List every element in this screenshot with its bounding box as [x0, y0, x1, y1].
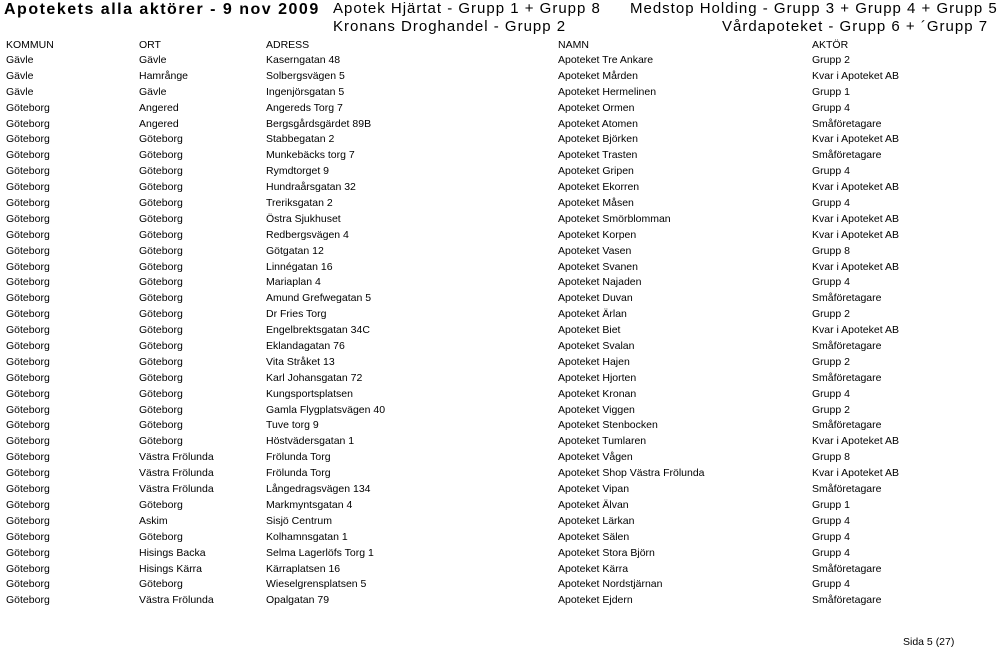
table-row: [0, 164, 960, 180]
cell-kommun: Göteborg: [6, 546, 50, 559]
cell-namn: Apoteket Stora Björn: [558, 546, 655, 559]
cell-adress: Wieselgrensplatsen 5: [266, 578, 367, 591]
table-row: [0, 387, 960, 403]
cell-ort: Gävle: [139, 85, 167, 98]
cell-kommun: Göteborg: [6, 403, 50, 416]
cell-ort: Hisings Backa: [139, 546, 206, 559]
cell-namn: Apoteket Shop Västra Frölunda: [558, 467, 705, 480]
cell-namn: Apoteket Duvan: [558, 292, 633, 305]
cell-namn: Apoteket Gripen: [558, 165, 634, 178]
cell-kommun: Göteborg: [6, 260, 50, 273]
table-row: [0, 148, 960, 164]
table-row: [0, 69, 960, 85]
chain-legend-hjartat: Apotek Hjärtat - Grupp 1 + Grupp 8: [333, 0, 601, 17]
table-row: [0, 260, 960, 276]
cell-adress: Markmyntsgatan 4: [266, 498, 353, 511]
cell-ort: Göteborg: [139, 197, 183, 210]
cell-aktor: Kvar i Apoteket AB: [812, 212, 899, 225]
cell-aktor: Grupp 4: [812, 530, 850, 543]
cell-adress: Opalgatan 79: [266, 594, 330, 607]
cell-kommun: Göteborg: [6, 514, 50, 527]
cell-kommun: Gävle: [6, 69, 34, 82]
cell-adress: Amund Grefwegatan 5: [266, 292, 372, 305]
cell-aktor: Kvar i Apoteket AB: [812, 228, 899, 241]
table-row: [0, 228, 960, 244]
cell-aktor: Grupp 4: [812, 514, 850, 527]
cell-kommun: Göteborg: [6, 117, 50, 130]
cell-kommun: Göteborg: [6, 197, 50, 210]
cell-namn: Apoteket Atomen: [558, 117, 638, 130]
cell-namn: Apoteket Kronan: [558, 387, 637, 400]
cell-kommun: Göteborg: [6, 355, 50, 368]
cell-aktor: Grupp 4: [812, 578, 850, 591]
cell-kommun: Göteborg: [6, 578, 50, 591]
cell-adress: Frölunda Torg: [266, 451, 331, 464]
cell-adress: Selma Lagerlöfs Torg 1: [266, 546, 374, 559]
cell-aktor: Kvar i Apoteket AB: [812, 133, 899, 146]
table-row: [0, 466, 960, 482]
cell-namn: Apoteket Björken: [558, 133, 638, 146]
column-header-namn: NAMN: [558, 39, 589, 51]
cell-kommun: Göteborg: [6, 292, 50, 305]
cell-namn: Apoteket Hermelinen: [558, 85, 657, 98]
cell-aktor: Småföretagare: [812, 340, 882, 353]
cell-namn: Apoteket Ormen: [558, 101, 635, 114]
column-header-aktor: AKTÖR: [812, 39, 849, 51]
cell-namn: Apoteket Mården: [558, 69, 638, 82]
chain-legend-kronans: Kronans Droghandel - Grupp 2: [333, 18, 567, 35]
cell-adress: Engelbrektsgatan 34C: [266, 324, 370, 337]
cell-ort: Göteborg: [139, 212, 183, 225]
cell-kommun: Göteborg: [6, 340, 50, 353]
cell-aktor: Grupp 4: [812, 101, 850, 114]
table-row: [0, 371, 960, 387]
cell-kommun: Göteborg: [6, 483, 50, 496]
cell-kommun: Göteborg: [6, 594, 50, 607]
cell-ort: Göteborg: [139, 498, 183, 511]
cell-kommun: Göteborg: [6, 419, 50, 432]
cell-adress: Götgatan 12: [266, 244, 324, 257]
table-row: [0, 450, 960, 466]
cell-namn: Apoteket Tre Ankare: [558, 54, 654, 66]
cell-aktor: Småföretagare: [812, 483, 882, 496]
cell-ort: Göteborg: [139, 340, 183, 353]
cell-ort: Göteborg: [139, 260, 183, 273]
cell-ort: Göteborg: [139, 133, 183, 146]
table-row: [0, 180, 960, 196]
cell-aktor: Grupp 8: [812, 451, 850, 464]
cell-kommun: Göteborg: [6, 387, 50, 400]
cell-ort: Göteborg: [139, 419, 183, 432]
cell-kommun: Göteborg: [6, 562, 50, 575]
cell-kommun: Göteborg: [6, 435, 50, 448]
cell-adress: Östra Sjukhuset: [266, 212, 341, 225]
cell-ort: Göteborg: [139, 276, 183, 289]
column-header-ort: ORT: [139, 39, 161, 51]
table-row: [0, 212, 960, 228]
cell-aktor: Kvar i Apoteket AB: [812, 467, 899, 480]
table-row: [0, 275, 960, 291]
cell-ort: Göteborg: [139, 149, 183, 162]
cell-adress: Redbergsvägen 4: [266, 228, 349, 241]
cell-aktor: Grupp 2: [812, 355, 850, 368]
cell-namn: Apoteket Vasen: [558, 244, 632, 257]
cell-aktor: Kvar i Apoteket AB: [812, 181, 899, 194]
cell-adress: Mariaplan 4: [266, 276, 321, 289]
cell-aktor: Kvar i Apoteket AB: [812, 260, 899, 273]
cell-adress: Stabbegatan 2: [266, 133, 335, 146]
cell-namn: Apoteket Ejdern: [558, 594, 633, 607]
cell-aktor: Grupp 4: [812, 197, 850, 210]
cell-namn: Apoteket Svanen: [558, 260, 638, 273]
table-row: [0, 307, 960, 323]
cell-kommun: Göteborg: [6, 165, 50, 178]
cell-aktor: Grupp 4: [812, 276, 850, 289]
cell-namn: Apoteket Najaden: [558, 276, 642, 289]
cell-ort: Hamrånge: [139, 69, 189, 82]
cell-adress: Gamla Flygplatsvägen 40: [266, 403, 386, 416]
cell-namn: Apoteket Tumlaren: [558, 435, 647, 448]
chain-legend-medstop: Medstop Holding - Grupp 3 + Grupp 4 + Grupp 5: [630, 0, 998, 17]
cell-ort: Askim: [139, 514, 168, 527]
cell-namn: Apoteket Hajen: [558, 355, 630, 368]
cell-kommun: Göteborg: [6, 149, 50, 162]
cell-aktor: Småföretagare: [812, 562, 882, 575]
cell-kommun: Göteborg: [6, 101, 50, 114]
cell-adress: Kärraplatsen 16: [266, 562, 341, 575]
cell-aktor: Kvar i Apoteket AB: [812, 435, 899, 448]
page-number: Sida 5 (27): [903, 636, 955, 648]
cell-aktor: Småföretagare: [812, 594, 882, 607]
table-row: [0, 196, 960, 212]
cell-kommun: Göteborg: [6, 228, 50, 241]
cell-aktor: Kvar i Apoteket AB: [812, 69, 899, 82]
cell-ort: Hisings Kärra: [139, 562, 203, 575]
cell-ort: Göteborg: [139, 308, 183, 321]
cell-aktor: Grupp 4: [812, 387, 850, 400]
cell-kommun: Göteborg: [6, 498, 50, 511]
cell-kommun: Göteborg: [6, 244, 50, 257]
cell-adress: Vita Stråket 13: [266, 355, 335, 368]
cell-namn: Apoteket Korpen: [558, 228, 637, 241]
cell-adress: Treriksgatan 2: [266, 197, 333, 210]
cell-adress: Linnégatan 16: [266, 260, 333, 273]
column-header-kommun: KOMMUN: [6, 39, 54, 51]
cell-adress: Långedragsvägen 134: [266, 483, 371, 496]
cell-kommun: Göteborg: [6, 212, 50, 225]
cell-adress: Kungsportsplatsen: [266, 387, 353, 400]
cell-ort: Västra Frölunda: [139, 467, 214, 480]
cell-adress: Kolhamnsgatan 1: [266, 530, 348, 543]
cell-aktor: Grupp 4: [812, 546, 850, 559]
cell-ort: Göteborg: [139, 387, 183, 400]
chain-legend-vardapoteket: Vårdapoteket - Grupp 6 + ´Grupp 7: [722, 18, 989, 35]
cell-aktor: Grupp 2: [812, 54, 850, 66]
cell-namn: Apoteket Svalan: [558, 340, 635, 353]
cell-adress: Ingenjörsgatan 5: [266, 85, 345, 98]
cell-ort: Göteborg: [139, 371, 183, 384]
cell-namn: Apoteket Smörblomman: [558, 212, 671, 225]
cell-adress: Frölunda Torg: [266, 467, 331, 480]
cell-adress: Solbergsvägen 5: [266, 69, 345, 82]
cell-aktor: Småföretagare: [812, 292, 882, 305]
cell-ort: Göteborg: [139, 435, 183, 448]
cell-namn: Apoteket Lärkan: [558, 514, 635, 527]
cell-kommun: Göteborg: [6, 324, 50, 337]
cell-kommun: Göteborg: [6, 276, 50, 289]
cell-ort: Göteborg: [139, 578, 183, 591]
table-row: [0, 418, 960, 434]
cell-ort: Göteborg: [139, 181, 183, 194]
cell-kommun: Göteborg: [6, 133, 50, 146]
table-row: [0, 117, 960, 133]
cell-kommun: Göteborg: [6, 181, 50, 194]
cell-namn: Apoteket Nordstjärnan: [558, 578, 663, 591]
table-row: [0, 244, 960, 260]
table-row: [0, 132, 960, 148]
cell-ort: Göteborg: [139, 244, 183, 257]
cell-namn: Apoteket Biet: [558, 324, 621, 337]
pharmacy-table: [0, 53, 960, 609]
cell-adress: Karl Johansgatan 72: [266, 371, 363, 384]
table-row: [0, 593, 960, 609]
cell-ort: Västra Frölunda: [139, 451, 214, 464]
table-row: [0, 291, 960, 307]
table-row: [0, 562, 960, 578]
cell-ort: Göteborg: [139, 228, 183, 241]
cell-namn: Apoteket Ekorren: [558, 181, 640, 194]
cell-aktor: Grupp 1: [812, 85, 850, 98]
table-row: [0, 498, 960, 514]
cell-kommun: Göteborg: [6, 530, 50, 543]
cell-namn: Apoteket Kärra: [558, 562, 629, 575]
table-row: [0, 339, 960, 355]
cell-namn: Apoteket Trasten: [558, 149, 638, 162]
cell-namn: Apoteket Sälen: [558, 530, 630, 543]
cell-aktor: Grupp 8: [812, 244, 850, 257]
cell-adress: Rymdtorget 9: [266, 165, 330, 178]
table-row: [0, 53, 960, 69]
cell-kommun: Gävle: [6, 54, 34, 66]
cell-aktor: Småföretagare: [812, 117, 882, 130]
cell-adress: Angereds Torg 7: [266, 101, 343, 114]
cell-adress: Eklandagatan 76: [266, 340, 345, 353]
cell-namn: Apoteket Stenbocken: [558, 419, 658, 432]
cell-adress: Hundraårsgatan 32: [266, 181, 356, 194]
cell-ort: Angered: [139, 117, 179, 130]
cell-ort: Göteborg: [139, 292, 183, 305]
table-row: [0, 482, 960, 498]
cell-ort: Göteborg: [139, 403, 183, 416]
column-header-adress: ADRESS: [266, 39, 310, 51]
cell-aktor: Småföretagare: [812, 371, 882, 384]
cell-adress: Dr Fries Torg: [266, 308, 327, 321]
cell-aktor: Grupp 2: [812, 403, 850, 416]
table-row: [0, 85, 960, 101]
cell-adress: Sisjö Centrum: [266, 514, 332, 527]
cell-ort: Göteborg: [139, 324, 183, 337]
cell-kommun: Göteborg: [6, 467, 50, 480]
cell-adress: Kaserngatan 48: [266, 54, 341, 66]
table-row: [0, 546, 960, 562]
page-title: Apotekets alla aktörer - 9 nov 2009: [4, 1, 320, 18]
table-row: [0, 323, 960, 339]
cell-namn: Apoteket Måsen: [558, 197, 634, 210]
cell-adress: Munkebäcks torg 7: [266, 149, 355, 162]
cell-ort: Göteborg: [139, 530, 183, 543]
table-row: [0, 514, 960, 530]
cell-ort: Västra Frölunda: [139, 594, 214, 607]
cell-namn: Apoteket Älvan: [558, 498, 629, 511]
cell-ort: Gävle: [139, 54, 167, 66]
cell-namn: Apoteket Hjorten: [558, 371, 637, 384]
cell-namn: Apoteket Viggen: [558, 403, 635, 416]
cell-aktor: Grupp 1: [812, 498, 850, 511]
cell-ort: Göteborg: [139, 355, 183, 368]
cell-aktor: Småföretagare: [812, 419, 882, 432]
table-row: [0, 355, 960, 371]
cell-ort: Angered: [139, 101, 179, 114]
cell-kommun: Göteborg: [6, 371, 50, 384]
cell-namn: Apoteket Vipan: [558, 483, 630, 496]
table-row: [0, 434, 960, 450]
cell-kommun: Göteborg: [6, 308, 50, 321]
table-row: [0, 101, 960, 117]
cell-namn: Apoteket Vågen: [558, 451, 633, 464]
cell-aktor: Grupp 2: [812, 308, 850, 321]
cell-aktor: Grupp 4: [812, 165, 850, 178]
cell-aktor: Kvar i Apoteket AB: [812, 324, 899, 337]
cell-kommun: Gävle: [6, 85, 34, 98]
table-row: [0, 403, 960, 419]
cell-aktor: Småföretagare: [812, 149, 882, 162]
cell-ort: Göteborg: [139, 165, 183, 178]
cell-adress: Höstvädersgatan 1: [266, 435, 355, 448]
cell-adress: Bergsgårdsgärdet 89B: [266, 117, 372, 130]
table-row: [0, 530, 960, 546]
cell-kommun: Göteborg: [6, 451, 50, 464]
cell-adress: Tuve torg 9: [266, 419, 319, 432]
table-row: [0, 577, 960, 593]
cell-namn: Apoteket Ärlan: [558, 308, 627, 321]
cell-ort: Västra Frölunda: [139, 483, 214, 496]
